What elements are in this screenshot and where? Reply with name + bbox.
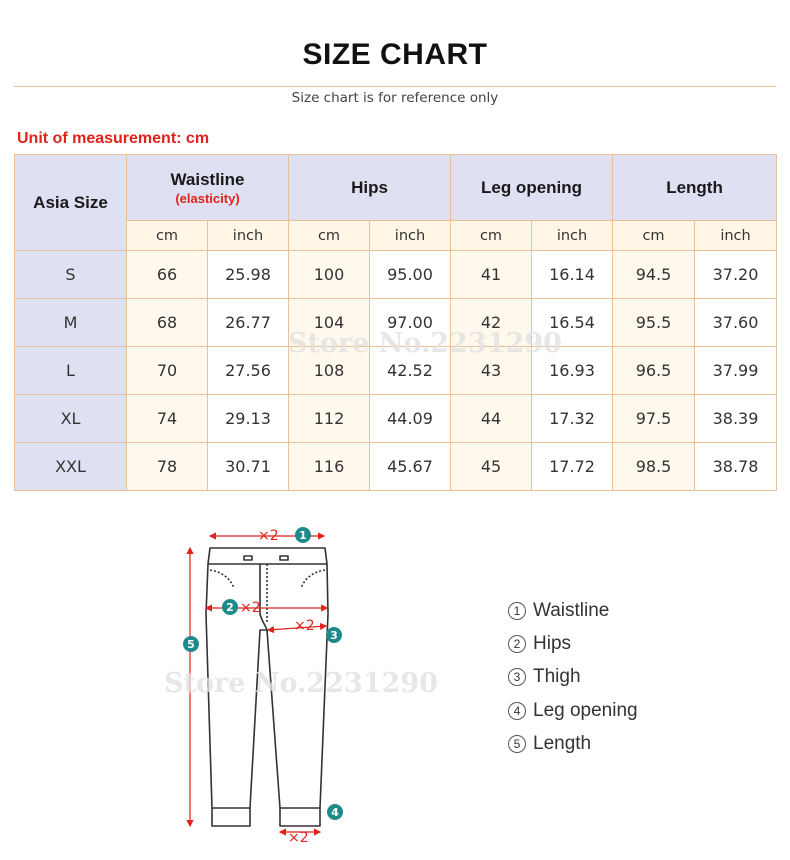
- legend-label: Waistline: [533, 599, 610, 621]
- value-cell: 37.60: [695, 299, 777, 347]
- table-row: [15, 299, 777, 347]
- unit-cell: inch: [370, 221, 451, 251]
- value-cell: 94.5: [613, 251, 695, 299]
- multiplier-label-hips: ×2: [240, 600, 261, 616]
- legend-number: 5: [508, 735, 526, 753]
- value-cell: 74: [127, 395, 208, 443]
- size-cell: S: [15, 251, 127, 299]
- marker-5-label: 5: [187, 638, 195, 651]
- value-cell: 108: [289, 347, 370, 395]
- table-row: [15, 347, 777, 395]
- value-cell: 95.00: [370, 251, 451, 299]
- value-cell: 17.32: [532, 395, 613, 443]
- elasticity-note: (elasticity): [175, 190, 240, 206]
- value-cell: 112: [289, 395, 370, 443]
- header-length: Length: [613, 155, 777, 221]
- unit-cell: inch: [695, 221, 777, 251]
- value-cell: 37.20: [695, 251, 777, 299]
- unit-cell: cm: [613, 221, 695, 251]
- header-waistline-label: Waistline: [170, 169, 245, 189]
- value-cell: 41: [451, 251, 532, 299]
- value-cell: 38.78: [695, 443, 777, 491]
- marker-2-label: 2: [226, 601, 234, 614]
- size-cell: M: [15, 299, 127, 347]
- unit-row: [15, 221, 777, 251]
- value-cell: 37.99: [695, 347, 777, 395]
- value-cell: 17.72: [532, 443, 613, 491]
- measurement-legend: [508, 594, 638, 760]
- watermark: Store No.2231290: [288, 328, 562, 359]
- unit-label: Unit of measurement: cm: [17, 130, 210, 147]
- size-cell: XXL: [15, 443, 127, 491]
- value-cell: 98.5: [613, 443, 695, 491]
- unit-cell: cm: [127, 221, 208, 251]
- value-cell: 104: [289, 299, 370, 347]
- value-cell: 38.39: [695, 395, 777, 443]
- legend-item: [508, 594, 638, 627]
- page-title: SIZE CHART: [302, 38, 488, 71]
- header-asia-size: Asia Size: [15, 155, 127, 251]
- multiplier-label-thigh: ×2: [294, 618, 315, 634]
- watermark: Store No.2231290: [164, 668, 438, 699]
- value-cell: 95.5: [613, 299, 695, 347]
- legend-number: 4: [508, 702, 526, 720]
- unit-cell: cm: [451, 221, 532, 251]
- unit-cell: inch: [208, 221, 289, 251]
- multiplier-label-leg: ×2: [288, 830, 309, 846]
- table-row: [15, 395, 777, 443]
- value-cell: 16.14: [532, 251, 613, 299]
- value-cell: 45: [451, 443, 532, 491]
- legend-label: Length: [533, 732, 592, 754]
- legend-label: Hips: [533, 632, 572, 654]
- size-table: [14, 154, 777, 491]
- value-cell: 70: [127, 347, 208, 395]
- value-cell: 16.54: [532, 299, 613, 347]
- legend-item: [508, 727, 638, 760]
- legend-label: Leg opening: [533, 699, 638, 721]
- value-cell: 16.93: [532, 347, 613, 395]
- value-cell: 27.56: [208, 347, 289, 395]
- pants-outline-icon: [206, 548, 328, 826]
- marker-3-label: 3: [330, 629, 338, 642]
- value-cell: 25.98: [208, 251, 289, 299]
- header-hips: Hips: [289, 155, 451, 221]
- pants-measurement-diagram: [170, 518, 360, 848]
- title-divider: [14, 86, 776, 87]
- header-waistline: [127, 155, 289, 221]
- subtitle: Size chart is for reference only: [291, 90, 499, 106]
- value-cell: 96.5: [613, 347, 695, 395]
- legend-label: Thigh: [533, 666, 581, 688]
- value-cell: 68: [127, 299, 208, 347]
- legend-item: [508, 694, 638, 727]
- value-cell: 97.5: [613, 395, 695, 443]
- value-cell: 44.09: [370, 395, 451, 443]
- legend-number: 2: [508, 635, 526, 653]
- value-cell: 30.71: [208, 443, 289, 491]
- value-cell: 116: [289, 443, 370, 491]
- value-cell: 29.13: [208, 395, 289, 443]
- table-row: [15, 443, 777, 491]
- value-cell: 100: [289, 251, 370, 299]
- legend-number: 3: [508, 668, 526, 686]
- table-row: [15, 251, 777, 299]
- legend-item: [508, 661, 638, 694]
- size-cell: L: [15, 347, 127, 395]
- legend-number: 1: [508, 602, 526, 620]
- marker-4-label: 4: [331, 806, 339, 819]
- legend-item: [508, 627, 638, 660]
- multiplier-label-waist: ×2: [258, 528, 279, 544]
- value-cell: 97.00: [370, 299, 451, 347]
- value-cell: 26.77: [208, 299, 289, 347]
- value-cell: 78: [127, 443, 208, 491]
- table-header-row: [15, 155, 777, 221]
- value-cell: 43: [451, 347, 532, 395]
- value-cell: 42.52: [370, 347, 451, 395]
- value-cell: 44: [451, 395, 532, 443]
- size-cell: XL: [15, 395, 127, 443]
- header-leg-opening: Leg opening: [451, 155, 613, 221]
- unit-cell: inch: [532, 221, 613, 251]
- value-cell: 42: [451, 299, 532, 347]
- value-cell: 66: [127, 251, 208, 299]
- marker-1-label: 1: [299, 529, 307, 542]
- value-cell: 45.67: [370, 443, 451, 491]
- unit-cell: cm: [289, 221, 370, 251]
